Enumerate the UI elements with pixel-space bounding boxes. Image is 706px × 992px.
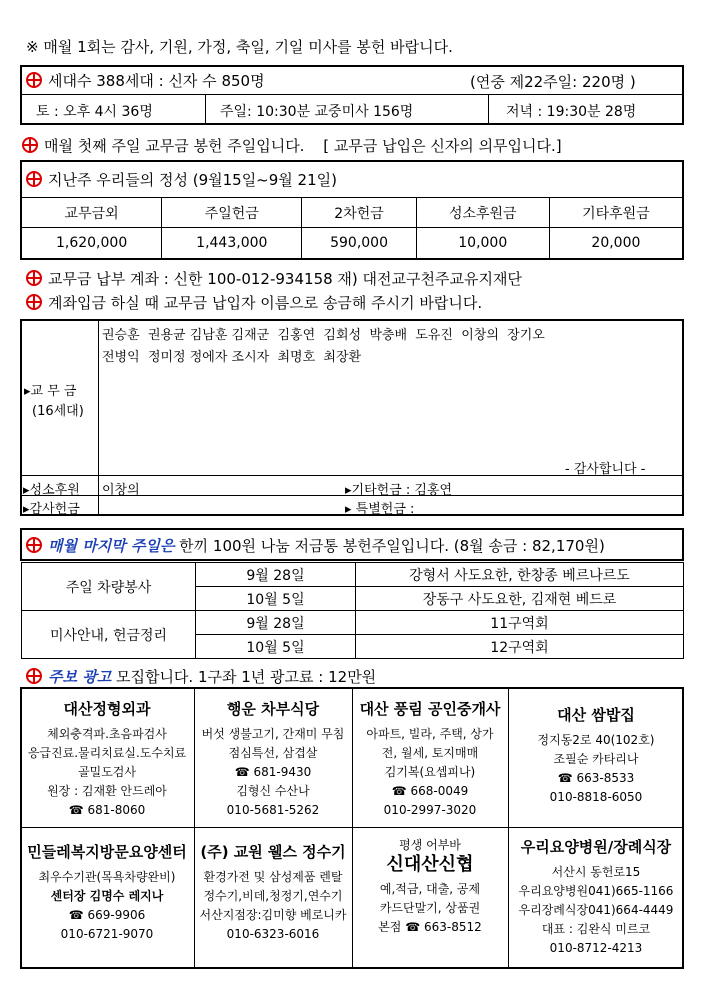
census-sunday: 주일: 10:30분 교중미사 156명 (220, 104, 414, 120)
account-note: 계좌입금 하실 때 교무금 납입자 이름으로 송금해 주시기 바랍니다. (26, 292, 482, 313)
cross-icon (26, 171, 42, 187)
last-sunday-notice (26, 535, 605, 556)
dues-count: (16세대) (32, 404, 84, 419)
offering-header: 기타후원금 (549, 198, 682, 228)
top-notice: ※ 매월 1회는 감사, 기원, 가정, 축일, 기일 미사를 봉헌 바랍니다. (26, 38, 453, 56)
thanks-text: - 감사합니다 - (565, 462, 646, 477)
offering-title: 지난주 우리들의 정성 (9월15일~9월 21일) (26, 169, 337, 190)
service-date: 9월 28일 (196, 563, 356, 587)
offering-header: 교무금외 (22, 198, 162, 228)
offering-header: 주일헌금 (162, 198, 302, 228)
other-offering: ▸기타헌금 : 김홍연 (345, 483, 453, 498)
census-households: 세대수 388세대 : 신자 수 850명 (26, 70, 265, 91)
cross-icon (22, 137, 38, 153)
vocation-value: 이창의 (102, 483, 140, 498)
cross-icon (26, 294, 42, 310)
last-sunday-text: 한끼 100원 나눔 저금통 봉헌주일입니다. (8월 송금 : 82,170원) (179, 537, 605, 555)
service-date: 10월 5일 (196, 587, 356, 611)
census-week: (연중 제22주일: 220명 ) (470, 73, 636, 91)
dues-label: ▸교 무 금 (24, 384, 77, 399)
service-names: 강형서 사도요한, 한창종 베르나르도 (356, 563, 684, 587)
ads-highlight: 주보 광고 (48, 668, 112, 686)
service-table (21, 562, 684, 659)
offering-header: 2차헌금 (302, 198, 416, 228)
offering-header: 성소후원금 (416, 198, 549, 228)
ad-realestate: 대산 풍림 공인중개사 아파트, 빌라, 주택, 상가 전, 월세, 토지매매 김기복(요셉피나) ☎ 668-0049 010-2997-3020 (359, 700, 501, 817)
ad-credit-union: 평생 어부바 신대산신협 예,적금, 대출, 공제 카드단말기, 상품권 본점 ☎ 663-8512 (378, 838, 482, 934)
ad-hospital: 우리요양병원/장례식장 서산시 동헌로15 우리요양병원041)665-1166 우리장례식장041)664-4449 대표 : 김완식 미르코 010-8712-4213 (518, 838, 674, 955)
cross-icon (26, 72, 42, 88)
dues-notice: 매월 첫째 주일 교무금 봉헌 주일입니다. [ 교무금 납입은 신자의 의무입니다.] (22, 135, 562, 156)
cross-icon (26, 668, 42, 684)
offering-value: 590,000 (302, 228, 416, 259)
service-names: 12구역회 (356, 635, 684, 659)
offering-table (21, 197, 683, 259)
service-names: 11구역회 (356, 611, 684, 635)
last-sunday-highlight: 매월 마지막 주일은 (48, 537, 175, 555)
offering-value: 1,443,000 (162, 228, 302, 259)
account-info: 교무금 납부 계좌 : 신한 100-012-934158 재) 대전교구천주교유지재단 (26, 268, 522, 289)
offering-value: 10,000 (416, 228, 549, 259)
census-saturday: 토 : 오후 4시 36명 (36, 104, 153, 120)
service-date: 9월 28일 (196, 611, 356, 635)
mass-label: 미사안내, 헌금정리 (22, 611, 196, 659)
ads-text: 모집합니다. 1구좌 1년 광고료 : 12만원 (115, 668, 377, 686)
vehicle-label: 주일 차량봉사 (22, 563, 196, 611)
special-offering: ▸ 특별헌금 : (345, 502, 415, 517)
ad-restaurant: 행운 차부식당 버섯 생불고기, 간재미 무침 점심특선, 삼겹살 ☎ 681-9430 김형신 수산나 010-5681-5262 (201, 700, 345, 817)
ad-ssambap: 대산 쌈밥집 정지동2로 40(102호) 조필순 카타리나 ☎ 663-8533 010-8818-6050 (537, 706, 655, 804)
dues-duty: [ 교무금 납입은 신자의 의무입니다.] (323, 137, 562, 155)
ads-header (26, 666, 376, 687)
cross-icon (26, 270, 42, 286)
offering-value: 1,620,000 (22, 228, 162, 259)
service-date: 10월 5일 (196, 635, 356, 659)
census-evening: 저녁 : 19:30분 28명 (506, 104, 637, 120)
service-names: 장동구 사도요한, 김재현 베드로 (356, 587, 684, 611)
ad-water-purifier: (주) 교원 웰스 정수기 환경가전 및 삼성제품 렌탈 정수기,비데,청정기,연수기 서산지점장:김미향 베로니카 010-6323-6016 (199, 843, 347, 941)
ad-orthopedics: 대산정형외과 체외충격파.초음파검사 응급진료.물리치료실.도수치료 골밀도검사 원장 : 김재환 안드레아 ☎ 681-8060 (27, 700, 187, 817)
donor-names-row1: 권승훈 권용균 김남훈 김재군 김홍연 김회성 박충배 도유진 이창의 장기오 (102, 328, 545, 343)
cross-icon (26, 537, 42, 553)
donor-names-row2: 전병익 정미정 정에자 조시자 최명호 최장환 (102, 350, 362, 365)
offering-value: 20,000 (549, 228, 682, 259)
thanks-offering-label: ▸감사헌금 (23, 502, 80, 517)
ad-care-center: 민들레복지방문요양센터 최우수기관(목욕차량완비) 센터장 김명수 레지나 ☎ 669-9906 010-6721-9070 (27, 843, 187, 941)
vocation-label: ▸성소후원 (23, 483, 80, 498)
